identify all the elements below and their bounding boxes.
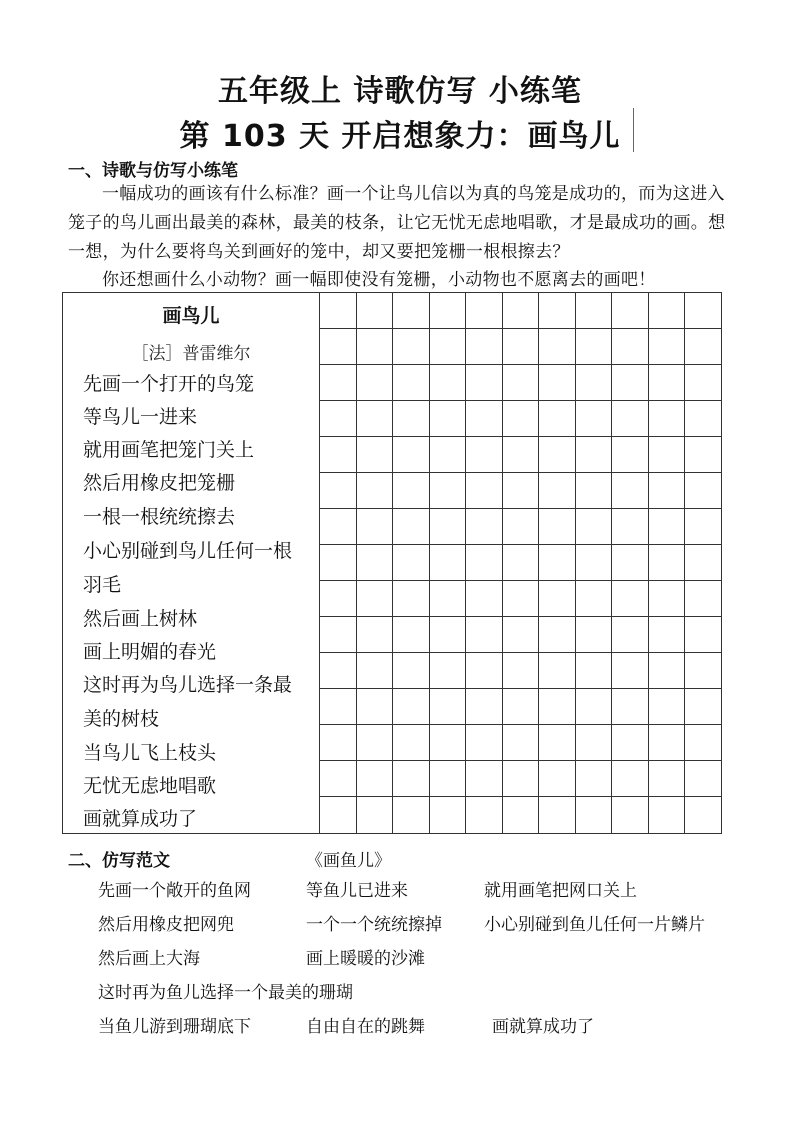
grid-cell[interactable] [319,329,356,365]
grid-cell[interactable] [392,329,429,365]
grid-cell[interactable] [319,725,356,761]
grid-cell[interactable] [575,653,612,689]
grid-cell[interactable] [356,509,393,545]
grid-cell[interactable] [538,437,575,473]
grid-cell[interactable] [684,653,721,689]
sample-line: 这时再为鱼儿选择一个最美的珊瑚 [98,983,353,1003]
sample-line: 画就算成功了 [492,1017,594,1037]
poem-line: 羽毛 [83,574,122,596]
page-subtitle: 第 103 天 开启想象力：画鸟儿 [179,119,621,154]
grid-cell[interactable] [319,617,356,653]
grid-cell[interactable] [392,545,429,581]
grid-cell[interactable] [648,689,685,725]
grid-cell[interactable] [465,401,502,437]
grid-cell[interactable] [465,509,502,545]
grid-cell[interactable] [684,365,721,401]
grid-cell[interactable] [684,545,721,581]
grid-cell[interactable] [684,725,721,761]
grid-cell[interactable] [392,617,429,653]
poem-line: 一根一根统统擦去 [83,506,236,528]
grid-cell[interactable] [465,725,502,761]
grid-cell[interactable] [611,401,648,437]
grid-cell[interactable] [648,401,685,437]
grid-cell[interactable] [684,401,721,437]
poem-line: 先画一个打开的鸟笼 [83,373,255,395]
grid-cell[interactable] [319,581,356,617]
grid-cell[interactable] [319,365,356,401]
sample-line: 先画一个敞开的鱼网 [98,881,251,901]
grid-cell[interactable] [575,725,612,761]
grid-cell[interactable] [356,329,393,365]
grid-cell[interactable] [465,437,502,473]
grid-cell[interactable] [465,365,502,401]
grid-cell[interactable] [684,581,721,617]
grid-cell[interactable] [392,653,429,689]
grid-cell[interactable] [575,437,612,473]
intro-paragraph: 一幅成功的画该有什么标准？画一个让鸟儿信以为真的鸟笼是成功的，而为这进入笼子的鸟儿画出最美的森林，最美的枝条，让它无忧无虑地唱歌，才是最成功的画。想一想，为什么要将鸟关到画好的笼中，却又要把笼栅一根根擦去？ [68,184,726,262]
grid-cell[interactable] [319,293,356,329]
grid-cell[interactable] [502,401,539,437]
poem-line: 画就算成功了 [83,808,198,830]
grid-cell[interactable] [611,725,648,761]
grid-cell[interactable] [575,329,612,365]
poem-line: 当鸟儿飞上枝头 [83,742,217,764]
poem-line: 画上明媚的春光 [83,641,217,663]
grid-cell[interactable] [648,329,685,365]
grid-cell[interactable] [429,365,466,401]
grid-cell[interactable] [392,581,429,617]
grid-cell[interactable] [502,725,539,761]
sample-line: 然后用橡皮把网兜 [98,915,234,935]
grid-cell[interactable] [648,761,685,797]
grid-cell[interactable] [502,581,539,617]
grid-cell[interactable] [575,473,612,509]
grid-cell[interactable] [502,545,539,581]
sample-poem-title: 《画鱼儿》 [306,851,391,871]
grid-cell[interactable] [356,725,393,761]
grid-cell[interactable] [538,365,575,401]
grid-cell[interactable] [611,617,648,653]
grid-cell[interactable] [575,581,612,617]
grid-cell[interactable] [356,689,393,725]
grid-cell[interactable] [611,473,648,509]
grid-cell[interactable] [465,797,502,833]
grid-cell[interactable] [356,401,393,437]
grid-cell[interactable] [429,761,466,797]
poem-line: 然后画上树林 [83,608,198,630]
grid-cell[interactable] [575,797,612,833]
grid-cell[interactable] [611,653,648,689]
grid-cell[interactable] [684,761,721,797]
grid-cell[interactable] [319,545,356,581]
grid-cell[interactable] [538,401,575,437]
grid-cell[interactable] [356,365,393,401]
grid-cell[interactable] [684,437,721,473]
grid-cell[interactable] [465,653,502,689]
grid-cell[interactable] [502,293,539,329]
grid-cell[interactable] [319,401,356,437]
grid-cell[interactable] [575,761,612,797]
grid-cell[interactable] [538,617,575,653]
grid-cell[interactable] [648,617,685,653]
page-title: 五年级上 诗歌仿写 小练笔 [218,74,582,109]
grid-cell[interactable] [611,329,648,365]
grid-cell[interactable] [502,365,539,401]
grid-cell[interactable] [356,581,393,617]
grid-cell[interactable] [538,725,575,761]
grid-cell[interactable] [319,689,356,725]
grid-cell[interactable] [465,761,502,797]
grid-cell[interactable] [392,761,429,797]
poem-line: 就用画笔把笼门关上 [83,439,255,461]
grid-cell[interactable] [611,797,648,833]
grid-cell[interactable] [611,509,648,545]
grid-cell[interactable] [392,473,429,509]
grid-cell[interactable] [356,617,393,653]
grid-cell[interactable] [575,689,612,725]
grid-cell[interactable] [429,797,466,833]
grid-cell[interactable] [684,509,721,545]
grid-cell[interactable] [502,689,539,725]
grid-cell[interactable] [538,509,575,545]
sample-line: 等鱼儿已进来 [306,881,408,901]
grid-cell[interactable] [465,581,502,617]
poem-line: 小心别碰到鸟儿任何一根 [83,540,293,562]
section-heading-sample: 二、仿写范文 [68,851,170,871]
grid-cell[interactable] [648,437,685,473]
grid-cell[interactable] [538,329,575,365]
grid-cell[interactable] [356,761,393,797]
sample-line: 自由自在的跳舞 [306,1017,425,1037]
grid-cell[interactable] [356,545,393,581]
grid-cell[interactable] [465,545,502,581]
grid-cell[interactable] [611,581,648,617]
sample-line: 当鱼儿游到珊瑚底下 [98,1017,251,1037]
poem-title: 画鸟儿 [162,305,220,327]
sample-line: 就用画笔把网口关上 [484,881,637,901]
grid-cell[interactable] [392,797,429,833]
grid-cell[interactable] [611,689,648,725]
grid-cell[interactable] [465,329,502,365]
grid-cell[interactable] [319,473,356,509]
grid-cell[interactable] [319,761,356,797]
grid-cell[interactable] [648,653,685,689]
grid-cell[interactable] [538,761,575,797]
poem-line: 等鸟儿一进来 [83,406,198,428]
grid-cell[interactable] [684,473,721,509]
grid-cell[interactable] [611,437,648,473]
grid-cell[interactable] [648,293,685,329]
poem-line: 无忧无虑地唱歌 [83,775,217,797]
grid-cell[interactable] [392,401,429,437]
poem-line: 美的树枝 [83,708,160,730]
grid-cell[interactable] [465,473,502,509]
section-heading-poem: 一、诗歌与仿写小练笔 [68,161,238,181]
grid-cell[interactable] [429,653,466,689]
title-divider [633,108,634,152]
grid-cell[interactable] [502,761,539,797]
grid-cell[interactable] [648,365,685,401]
grid-cell[interactable] [648,581,685,617]
grid-cell[interactable] [429,293,466,329]
grid-cell[interactable] [538,293,575,329]
grid-cell[interactable] [648,797,685,833]
grid-cell[interactable] [392,725,429,761]
grid-cell[interactable] [538,545,575,581]
grid-cell[interactable] [684,689,721,725]
grid-cell[interactable] [392,293,429,329]
grid-cell[interactable] [502,653,539,689]
grid-cell[interactable] [684,617,721,653]
grid-cell[interactable] [429,617,466,653]
grid-cell[interactable] [538,473,575,509]
grid-cell[interactable] [648,545,685,581]
grid-cell[interactable] [502,437,539,473]
sample-line: 然后画上大海 [98,949,200,969]
grid-cell[interactable] [575,365,612,401]
grid-cell[interactable] [648,473,685,509]
grid-cell[interactable] [684,797,721,833]
grid-cell[interactable] [538,581,575,617]
grid-cell[interactable] [356,653,393,689]
grid-cell[interactable] [611,365,648,401]
grid-cell[interactable] [429,581,466,617]
grid-cell[interactable] [648,725,685,761]
grid-cell[interactable] [319,653,356,689]
grid-cell[interactable] [465,293,502,329]
grid-cell[interactable] [502,797,539,833]
grid-cell[interactable] [465,689,502,725]
grid-cell[interactable] [648,509,685,545]
poem-panel [63,293,319,833]
poem-line: 这时再为鸟儿选择一条最 [83,674,293,696]
grid-cell[interactable] [319,509,356,545]
grid-cell[interactable] [356,797,393,833]
grid-cell[interactable] [575,293,612,329]
grid-cell[interactable] [356,473,393,509]
writing-grid[interactable] [319,293,721,833]
sample-line: 小心别碰到鱼儿任何一片鳞片 [484,915,705,935]
grid-cell[interactable] [611,293,648,329]
grid-cell[interactable] [429,545,466,581]
grid-cell[interactable] [429,329,466,365]
grid-cell[interactable] [319,797,356,833]
grid-cell[interactable] [611,761,648,797]
grid-cell[interactable] [429,725,466,761]
grid-cell[interactable] [356,437,393,473]
grid-cell[interactable] [429,473,466,509]
sample-line: 一个一个统统擦掉 [306,915,442,935]
grid-cell[interactable] [684,293,721,329]
grid-cell[interactable] [429,509,466,545]
grid-cell[interactable] [575,509,612,545]
grid-cell[interactable] [392,365,429,401]
grid-cell[interactable] [319,437,356,473]
grid-cell[interactable] [575,545,612,581]
grid-cell[interactable] [684,329,721,365]
grid-cell[interactable] [502,329,539,365]
grid-cell[interactable] [575,617,612,653]
grid-cell[interactable] [575,401,612,437]
grid-cell[interactable] [465,617,502,653]
grid-cell[interactable] [392,437,429,473]
grid-cell[interactable] [429,437,466,473]
grid-cell[interactable] [611,545,648,581]
poem-author: ［法］普雷维尔 [131,344,251,364]
prompt-paragraph: 你还想画什么小动物？画一幅即使没有笼栅，小动物也不愿离去的画吧！ [102,270,656,290]
grid-cell[interactable] [429,689,466,725]
grid-cell[interactable] [392,509,429,545]
grid-cell[interactable] [429,401,466,437]
grid-cell[interactable] [502,473,539,509]
grid-cell[interactable] [356,293,393,329]
grid-cell[interactable] [538,689,575,725]
poem-line: 然后用橡皮把笼栅 [83,472,236,494]
grid-cell[interactable] [502,509,539,545]
grid-cell[interactable] [538,653,575,689]
poem-writing-box [62,292,722,834]
grid-cell[interactable] [392,689,429,725]
grid-cell[interactable] [538,797,575,833]
sample-line: 画上暖暖的沙滩 [306,949,425,969]
grid-cell[interactable] [502,617,539,653]
